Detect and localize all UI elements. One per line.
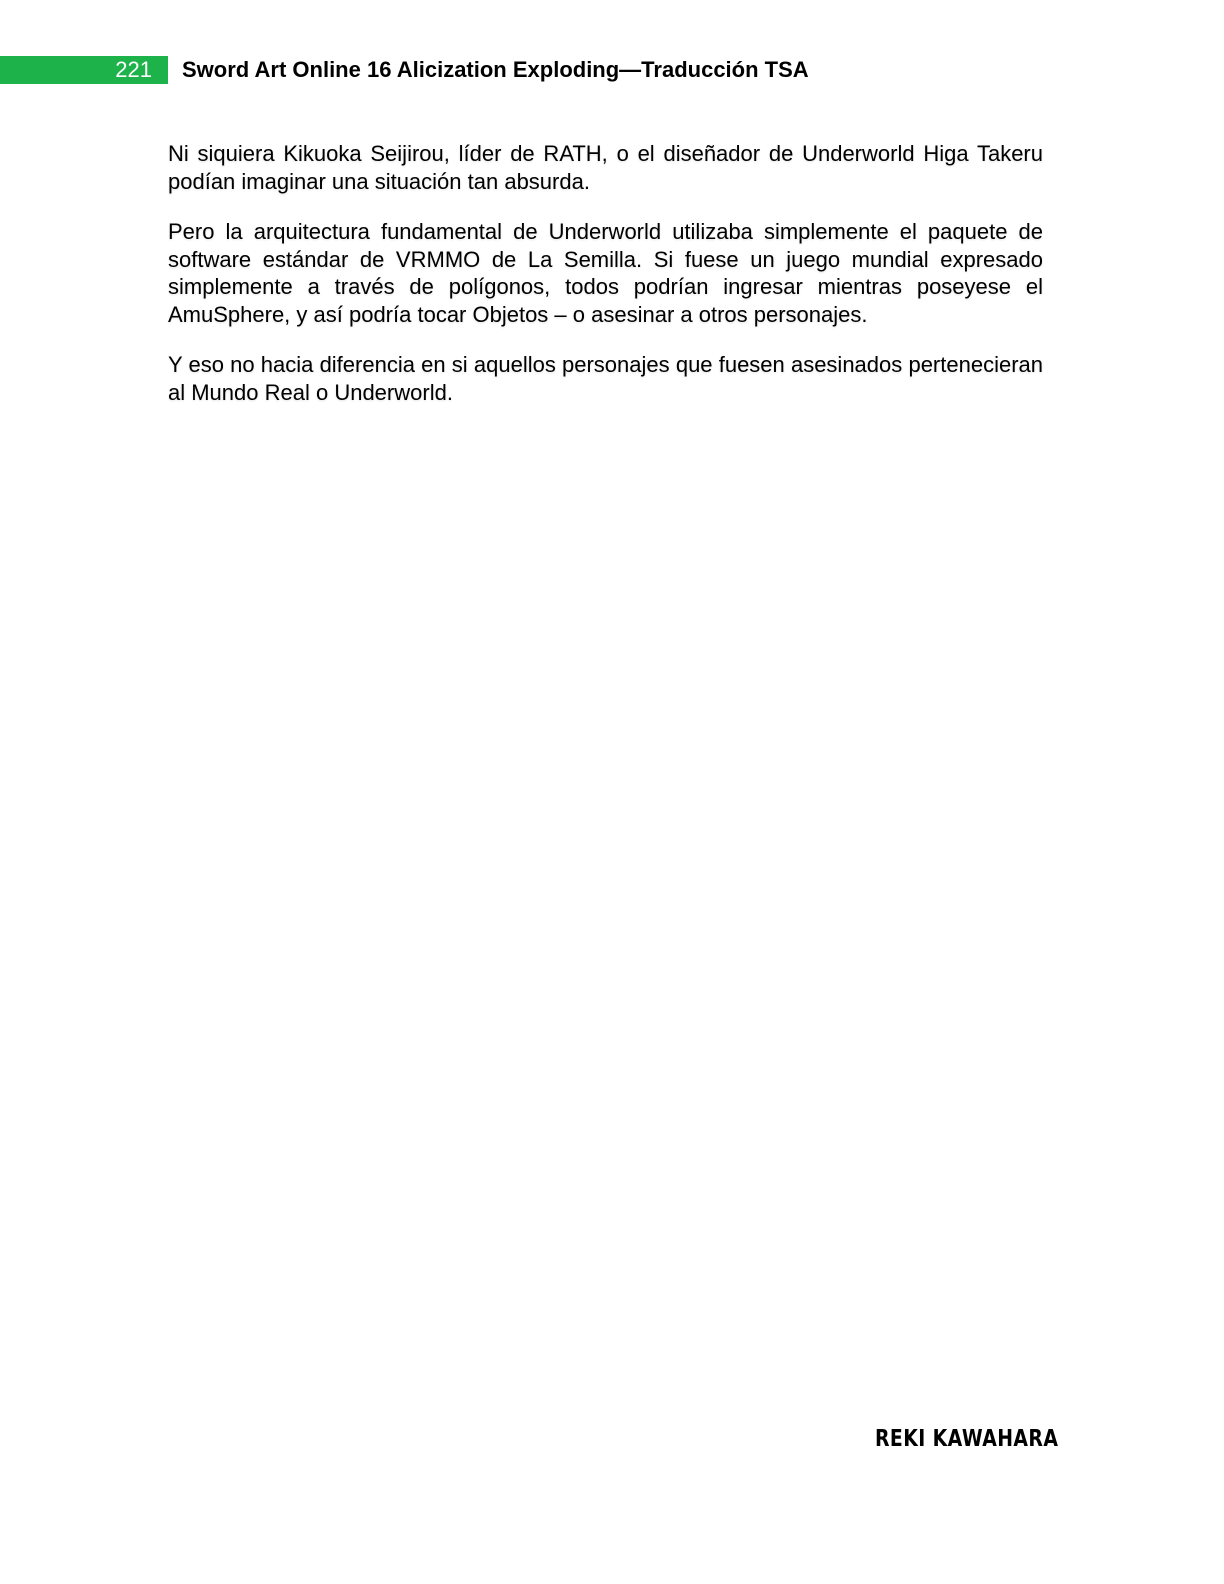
paragraph: Pero la arquitectura fundamental de Underworld utilizaba simplemente el paquete de software estándar de VRMMO de La Semilla. Si fuese un juego mundial expresado simplemente a través de polígonos, todos podrían ingresar mientras poseyese el AmuSphere, y así podría tocar Objetos – o asesinar a otros personajes. — [168, 219, 1043, 327]
author-footer: REKI KAWAHARA — [875, 1426, 1059, 1452]
body-text — [168, 140, 1043, 429]
paragraph: Ni siquiera Kikuoka Seijirou, líder de RATH, o el diseñador de Underworld Higa Takeru podían imaginar una situación tan absurda. — [168, 141, 1043, 194]
paragraph: Y eso no hacia diferencia en si aquellos personajes que fuesen asesinados pertenecieran al Mundo Real o Underworld. — [168, 352, 1043, 405]
page-header — [0, 56, 1224, 84]
page-number: 221 — [0, 56, 168, 84]
running-title: Sword Art Online 16 Alicization Exploding—Traducción TSA — [182, 57, 809, 82]
